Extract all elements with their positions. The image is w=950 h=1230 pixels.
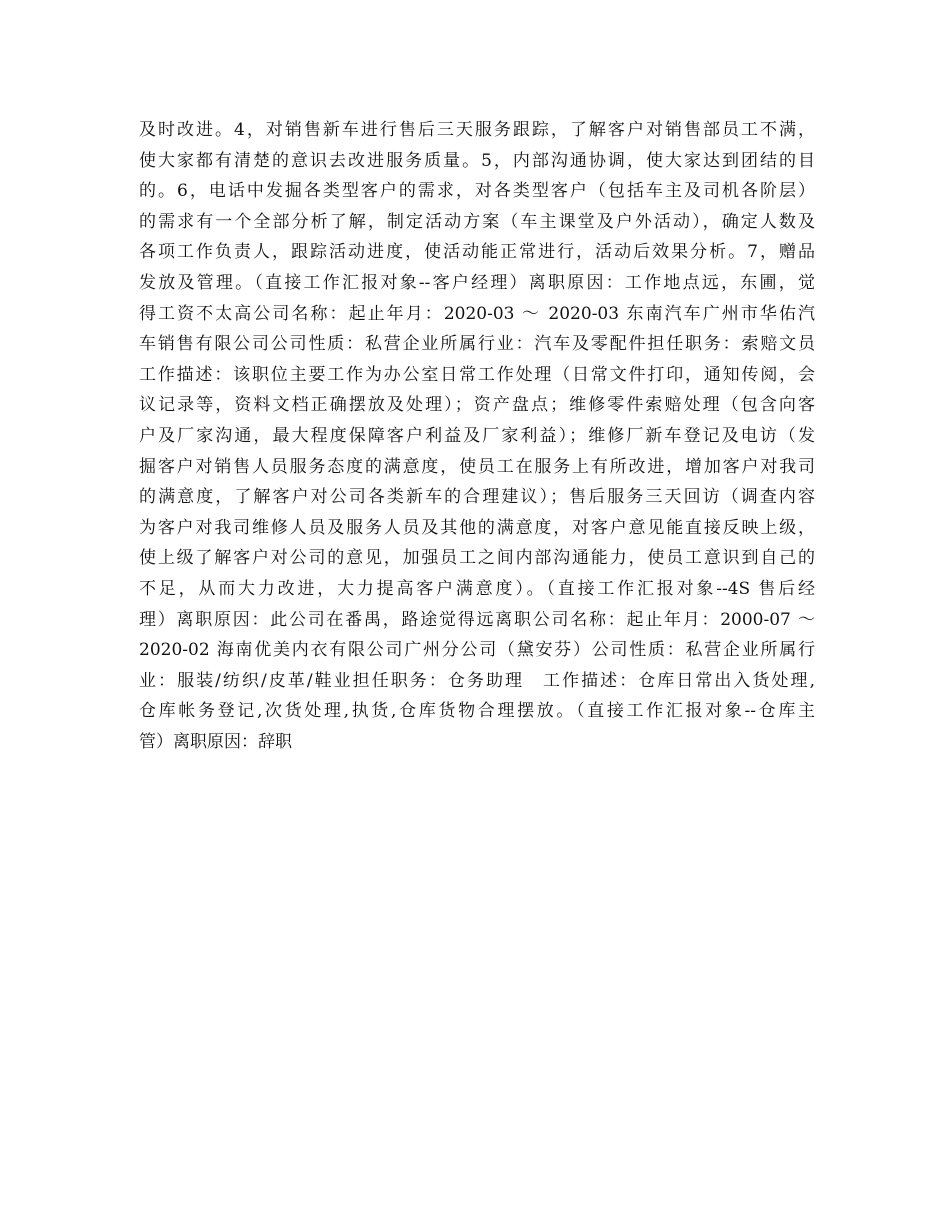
text-line: 不足，从而大力改进，大力提高客户满意度）。（直接工作汇报对象--4S 售后经 xyxy=(139,578,815,599)
text-line: 车销售有限公司公司性质：私营企业所属行业：汽车及零配件担任职务：索赔文员 xyxy=(139,334,815,355)
text-line: 发放及管理。（直接工作汇报对象--客户经理）离职原因：工作地点远，东圃，觉 xyxy=(139,272,815,293)
text-line: 使上级了解客户对公司的意见，加强员工之间内部沟通能力，使员工意识到自己的 xyxy=(139,548,815,569)
text-line: 仓库帐务登记,次货处理,执货,仓库货物合理摆放。（直接工作汇报对象--仓库主 xyxy=(139,701,815,722)
text-line: 业：服装/纺织/皮革/鞋业担任职务：仓务助理 工作描述：仓库日常出入货处理, xyxy=(139,670,815,691)
text-line: 理）离职原因：此公司在番禺，路途觉得远离职公司名称：起止年月：2000-07 ～ xyxy=(139,609,815,630)
text-line: 为客户对我司维修人员及服务人员及其他的满意度，对客户意见能直接反映上级， xyxy=(139,517,815,538)
text-line: 得工资不太高公司名称：起止年月：2020-03 ～ 2020-03 东南汽车广州市华佑汽 xyxy=(139,303,815,324)
text-line: 的满意度，了解客户对公司各类新车的合理建议）；售后服务三天回访（调查内容 xyxy=(139,487,815,508)
text-line: 的。6，电话中发掘各类型客户的需求，对各类型客户（包括车主及司机各阶层） xyxy=(139,181,815,202)
text-line: 使大家都有清楚的意识去改进服务质量。5，内部沟通协调，使大家达到团结的目 xyxy=(139,150,815,171)
text-line: 议记录等，资料文档正确摆放及处理）；资产盘点；维修零件索赔处理（包含向客 xyxy=(139,395,815,416)
text-line: 掘客户对销售人员服务态度的满意度，使员工在服务上有所改进，增加客户对我司 xyxy=(139,456,815,477)
text-line: 的需求有一个全部分析了解，制定活动方案（车主课堂及户外活动），确定人数及 xyxy=(139,211,815,232)
text-line: 各项工作负责人，跟踪活动进度，使活动能正常进行，活动后效果分析。7，赠品 xyxy=(139,242,815,263)
text-line: 及时改进。4，对销售新车进行售后三天服务跟踪，了解客户对销售部员工不满， xyxy=(139,120,815,140)
text-line: 户及厂家沟通，最大程度保障客户利益及厂家利益）；维修厂新车登记及电访（发 xyxy=(139,425,815,446)
text-line: 工作描述：该职位主要工作为办公室日常工作处理（日常文件打印，通知传阅，会 xyxy=(139,364,815,385)
body-paragraph xyxy=(139,115,815,757)
text-line: 2020-02 海南优美内衣有限公司广州分公司（黛安芬）公司性质：私营企业所属行 xyxy=(139,640,815,661)
text-line: 管）离职原因：辞职 xyxy=(139,731,292,752)
